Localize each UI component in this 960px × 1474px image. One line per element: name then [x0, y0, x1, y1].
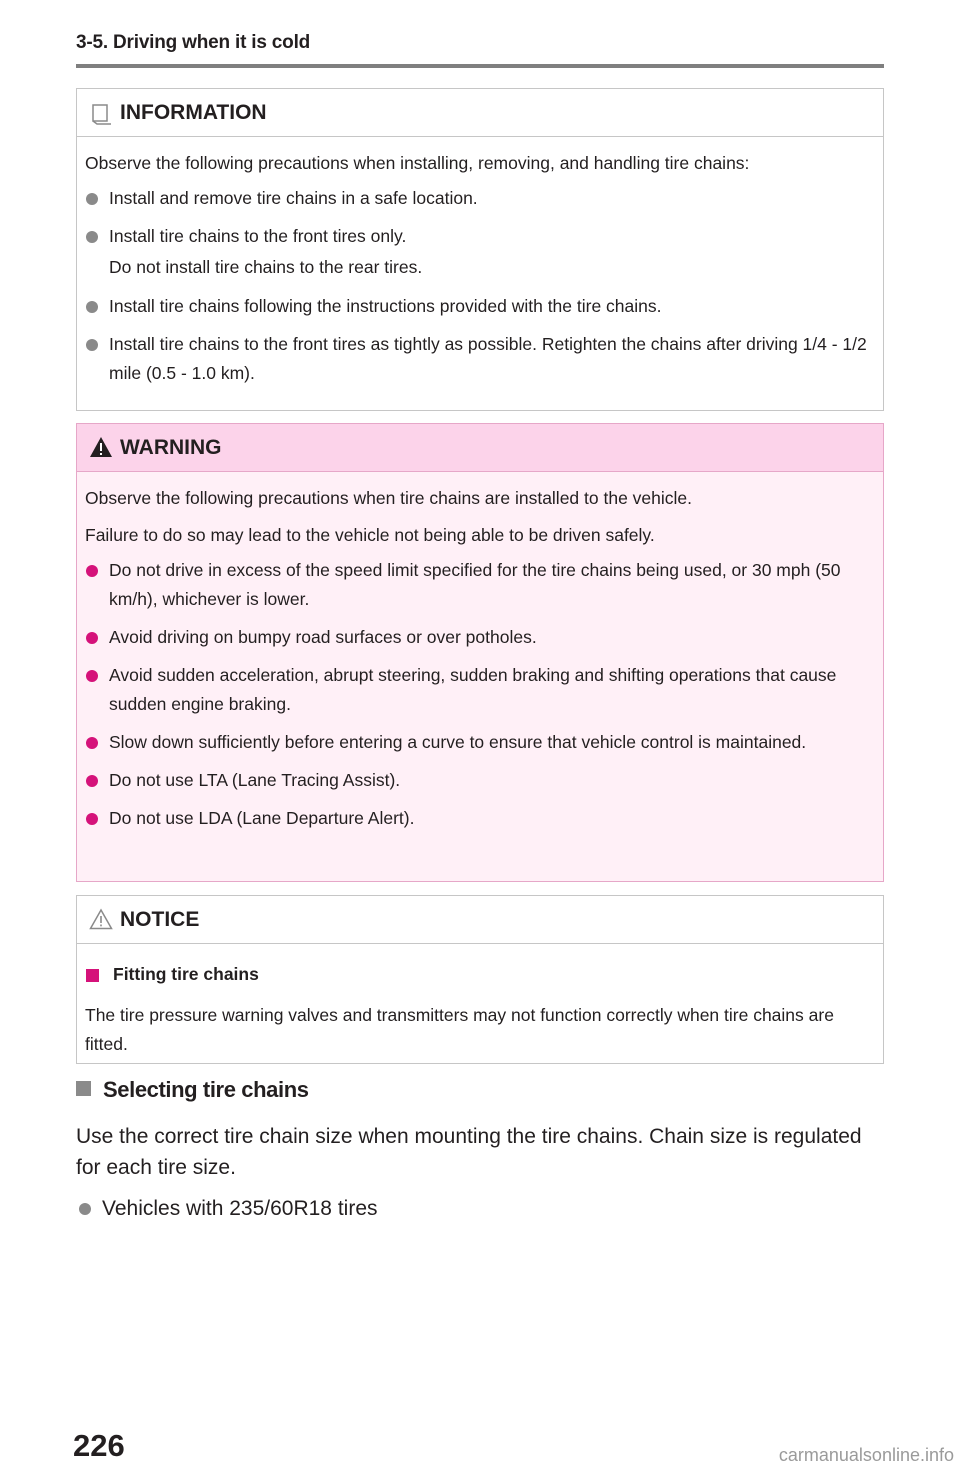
warning-triangle-icon [89, 436, 113, 458]
list-item: Install tire chains following the instructions provided with the tire chains. [85, 292, 871, 321]
bullet-icon [86, 339, 98, 351]
caution-triangle-icon [89, 908, 113, 930]
notice-subheading: Fitting tire chains [85, 960, 871, 989]
warning-intro: Observe the following precautions when tire chains are installed to the vehicle. [85, 488, 693, 508]
square-bullet-icon [76, 1081, 91, 1096]
list-item: Vehicles with 235/60R18 tires [76, 1193, 378, 1224]
notice-box [76, 895, 884, 1064]
information-title: INFORMATION [120, 101, 267, 124]
section-body: Use the correct tire chain size when mounting the tire chains. Chain size is regulated for each tire size. [76, 1125, 862, 1179]
list-item: Install tire chains to the front tires only. [85, 222, 871, 251]
footer-watermark: carmanualsonline.info [778, 1445, 954, 1465]
section-breadcrumb: 3-5. Driving when it is cold [76, 32, 311, 53]
notice-header [77, 896, 883, 944]
notice-text: The tire pressure warning valves and transmitters may not function correctly when tire chains are fitted. [85, 1005, 834, 1054]
bullet-icon [86, 737, 98, 749]
list-item: Install and remove tire chains in a safe location. [85, 184, 871, 213]
page-number: 226 [73, 1428, 125, 1463]
page-header [76, 32, 884, 68]
information-box [76, 88, 884, 411]
bullet-icon [86, 565, 98, 577]
bullet-icon [86, 813, 98, 825]
bullet-icon [86, 193, 98, 205]
bullet-icon [86, 670, 98, 682]
bullet-icon [79, 1203, 91, 1215]
warning-intro-2: Failure to do so may lead to the vehicle not being able to be driven safely. [85, 525, 655, 545]
square-bullet-icon [86, 969, 99, 982]
list-item: Install tire chains to the front tires as tightly as possible. Retighten the chains after driving 1/4 - 1/2 mile (0.5 - 1.0 km). [85, 330, 871, 388]
list-item: Do not use LDA (Lane Departure Alert). [85, 804, 871, 833]
warning-header [77, 424, 883, 472]
list-item: Avoid driving on bumpy road surfaces or over potholes. [85, 623, 871, 652]
bullet-icon [86, 231, 98, 243]
bullet-icon [86, 301, 98, 313]
information-header [77, 89, 883, 137]
bullet-icon [86, 632, 98, 644]
section-title: Selecting tire chains [76, 1077, 309, 1103]
information-intro: Observe the following precautions when installing, removing, and handling tire chains: [85, 153, 750, 173]
warning-box [76, 423, 884, 882]
list-item: Slow down sufficiently before entering a curve to ensure that vehicle control is maintained. [85, 728, 871, 757]
note-icon [91, 103, 111, 125]
list-subnote: Do not install tire chains to the rear tires. [109, 257, 423, 277]
list-item: Do not use LTA (Lane Tracing Assist). [85, 766, 871, 795]
list-item: Avoid sudden acceleration, abrupt steering, sudden braking and shifting operations that cause sudden engine braking. [85, 661, 871, 719]
warning-title: WARNING [120, 436, 222, 459]
list-item: Do not drive in excess of the speed limit specified for the tire chains being used, or 30 mph (50 km/h), whichever is lower. [85, 556, 871, 614]
bullet-icon [86, 775, 98, 787]
notice-title: NOTICE [120, 908, 200, 931]
